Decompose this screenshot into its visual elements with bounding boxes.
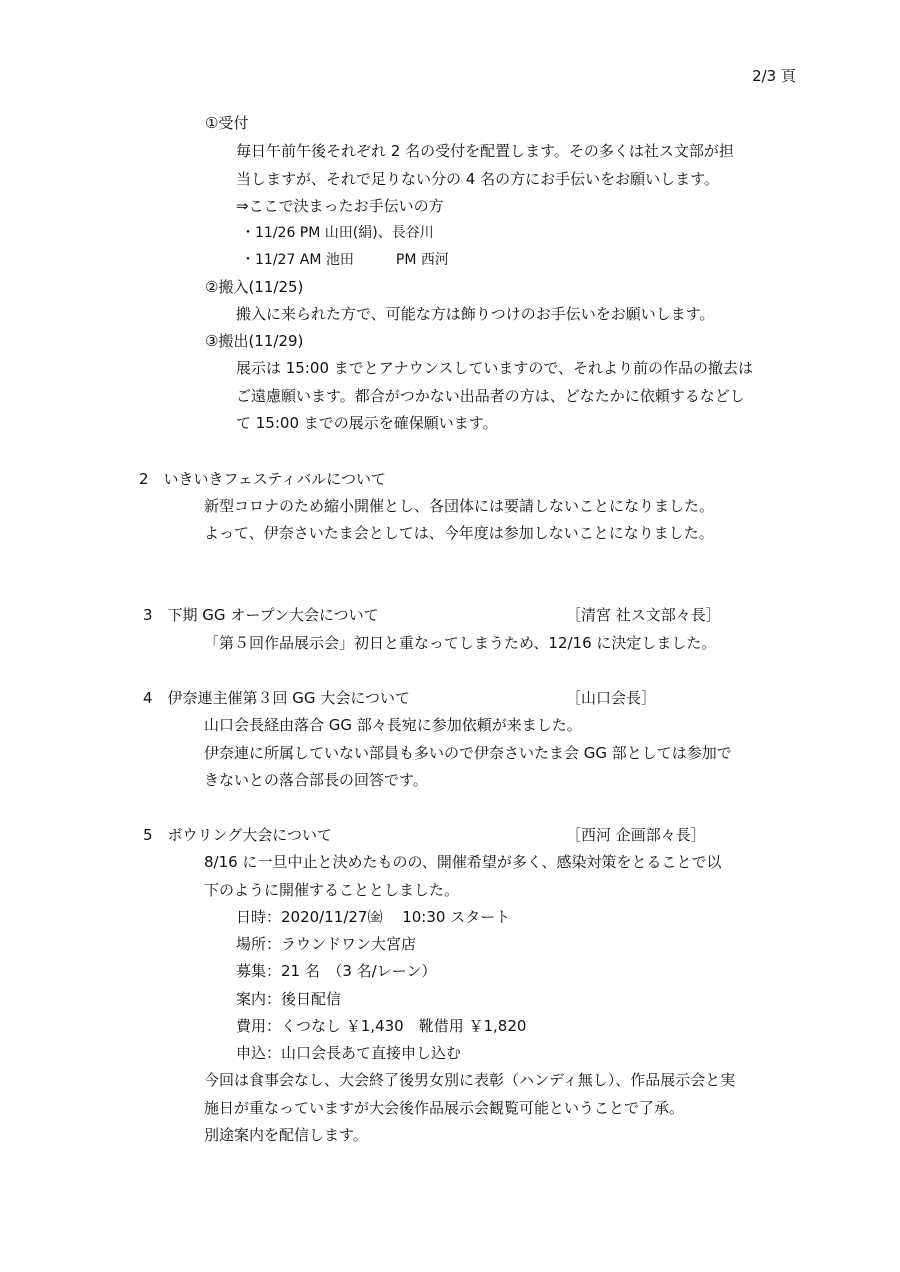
item1-body-line: ⇒ここで決まったお手伝いの方	[236, 197, 444, 215]
sec5-outro-line: 今回は食事会なし、大会終了後男女別に表彰（ハンディ無し）、作品展示会と実	[204, 1071, 736, 1089]
helper-line: ・11/27 AM 池田 PM 西河	[241, 252, 449, 268]
event-fee: 費用：くつなし ￥1,430 靴借用 ￥1,820	[236, 1017, 527, 1035]
sec3-heading: 3 下期 GG オープン大会について	[143, 606, 379, 624]
item3-body-line: て 15:00 までの展示を確保願います。	[236, 414, 498, 432]
sec5-outro-line: 施日が重なっていますが大会後作品展示会観覧可能ということで了承。	[204, 1099, 685, 1117]
page-number: 2/3 頁	[752, 67, 796, 85]
sec4-body-line: 伊奈連に所属していない部員も多いので伊奈さいたま会 GG 部としては参加で	[204, 744, 732, 762]
item3-heading: ③搬出(11/29)	[205, 332, 304, 350]
item3-body-line: ご遠慮願います。都合がつかない出品者の方は、どなたかに依頼するなどし	[236, 387, 745, 405]
sec4-body-line: きないとの落合部長の回答です。	[204, 771, 428, 789]
sec5-outro-line: 別途案内を配信します。	[204, 1126, 368, 1144]
item1-body-line: 毎日午前午後それぞれ 2 名の受付を配置します。その多くは社ス文部が担	[236, 142, 734, 160]
sec3-body: 「第５回作品展示会」初日と重なってしまうため、12/16 に決定しました。	[204, 634, 717, 652]
item1-heading: ①受付	[205, 114, 249, 132]
sec5-owner-tag: ［西河 企画部々長］	[566, 826, 706, 844]
sec5-intro-line: 下のように開催することとしました。	[204, 881, 460, 899]
sec4-heading: 4 伊奈連主催第３回 GG 大会について	[143, 689, 411, 707]
sec2-body-line: よって、伊奈さいたま会としては、今年度は参加しないことになりました。	[204, 524, 714, 542]
sec4-owner-tag: ［山口会長］	[566, 689, 657, 707]
event-notice: 案内：後日配信	[236, 990, 342, 1008]
event-venue: 場所：ラウンドワン大宮店	[236, 935, 417, 953]
item2-heading: ②搬入(11/25)	[205, 278, 304, 296]
item3-body-line: 展示は 15:00 までとアナウンスしていますので、それより前の作品の撤去は	[236, 359, 754, 377]
helper-line: ・11/26 PM 山田(絹)、長谷川	[241, 225, 434, 241]
event-application: 申込：山口会長あて直接申し込む	[236, 1044, 462, 1062]
sec5-intro-line: 8/16 に一旦中止と決めたものの、開催希望が多く、感染対策をとることで以	[204, 853, 722, 871]
event-capacity: 募集：21 名 （3 名/レーン）	[236, 962, 437, 980]
sec5-heading: 5 ボウリング大会について	[143, 826, 332, 844]
event-date: 日時：2020/11/27㈮ 10:30 スタート	[236, 908, 511, 926]
sec4-body-line: 山口会長経由落合 GG 部々長宛に参加依頼が来ました。	[204, 716, 582, 734]
item1-body-line: 当しますが、それで足りない分の 4 名の方にお手伝いをお願いします。	[236, 170, 719, 188]
sec2-heading: 2 いきいきフェスティバルについて	[139, 470, 386, 488]
item2-body: 搬入に来られた方で、可能な方は飾りつけのお手伝いをお願いします。	[236, 305, 715, 323]
sec3-owner-tag: ［清宮 社ス文部々長］	[566, 606, 721, 624]
sec2-body-line: 新型コロナのため縮小開催とし、各団体には要請しないことになりました。	[204, 497, 715, 515]
